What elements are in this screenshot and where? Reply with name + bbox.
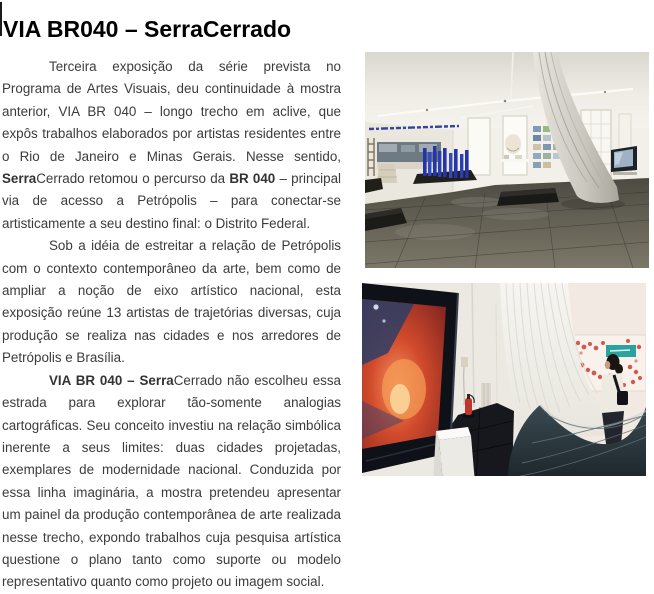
wall-box [461,357,468,367]
paragraph-1-bold-serra: Serra [2,171,37,187]
tv-pedestal [433,427,475,476]
paragraph-1 [2,56,341,235]
gallery-installation-wide-view-photo [365,52,649,268]
gallery-photo-1-illustration [365,52,649,268]
paragraph-1-bold-br040: BR 040 [229,171,276,187]
paragraph-1-text: – principal via de acesso a Petrópolis – para conectar-se artisticamente a seu destino final: o Distrito Federal. [2,171,341,231]
paragraph-1-text: Cerrado retomou o percurso da [36,171,230,187]
paragraph-2-text: Sob a idéia de estreitar a relação de Petrópolis com o contexto contemporâneo da arte, bem como de ampliar a noção de eixo artístico nacional, esta exposição reúne 13 artistas de trajetórias diversas, cuja produção se realiza nas cidades e nos arredores de Petrópolis e Brasília. [2,238,341,366]
paragraph-3-bold-title: VIA BR 040 – Serra [49,372,174,388]
paragraph-2 [2,235,341,369]
paragraph-1-text: Terceira exposição da série prevista no Programa de Artes Visuais, deu continuidade à mostra anterior, VIA BR 040 – longo trecho em aclive, que expôs trabalhos elaborados por artistas residentes entre o Rio de Janeiro e Minas Gerais. Nesse sentido, [2,59,341,164]
article-text [2,56,341,594]
page-title: VIA BR040 – SerraCerrado [3,16,292,43]
paragraph-3-text: Cerrado não escolheu essa estrada para explorar tão-somente analogias cartográficas. Seu conceito investiu na relação simbólica inerente a seus limites: duas cidades projetadas, exemplares de modernidade nacional. Conduzida por essa linha imaginária, a mostra pretendeu apresentar um painel da produção contemporânea de arte realizada nesse trecho, expondo trabalhos cuja pesquisa artística questione o plano tanto como suporte ou modelo representativo quanto como projeto ou imagem social. [2,372,341,590]
paragraph-3 [2,370,341,594]
text-cursor [0,2,2,36]
tv-screen-and-fabric-installation-closeup-photo [362,283,646,476]
gallery-photo-2-illustration [362,283,646,476]
